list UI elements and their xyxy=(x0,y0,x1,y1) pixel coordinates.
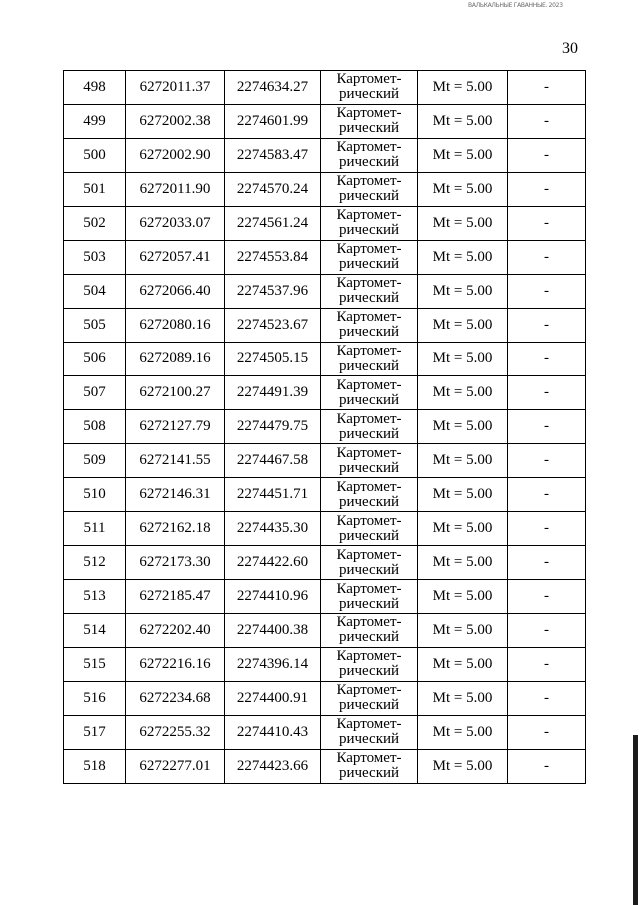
method-line-1: Картомет- xyxy=(336,376,402,393)
table-row xyxy=(64,614,586,648)
table-row xyxy=(64,71,586,105)
point-number-cell: 507 xyxy=(64,376,126,410)
method-line-2: рический xyxy=(338,731,400,748)
y-coordinate-cell: 2274491.39 xyxy=(225,376,321,410)
point-number-cell: 499 xyxy=(64,104,126,138)
method-line-2: рический xyxy=(338,290,400,307)
precision-cell: Mt = 5.00 xyxy=(418,749,508,783)
table-row xyxy=(64,138,586,172)
point-number-cell: 518 xyxy=(64,749,126,783)
x-coordinate-cell: 6272011.37 xyxy=(126,71,225,105)
precision-cell: Mt = 5.00 xyxy=(418,308,508,342)
method-line-2: рический xyxy=(338,188,400,205)
method-line-2: рический xyxy=(338,765,400,782)
x-coordinate-cell: 6272033.07 xyxy=(126,206,225,240)
y-coordinate-cell: 2274422.60 xyxy=(225,546,321,580)
point-number-cell: 500 xyxy=(64,138,126,172)
note-cell: - xyxy=(508,647,586,681)
method-line-2: рический xyxy=(338,154,400,171)
table-row xyxy=(64,546,586,580)
point-number-cell: 515 xyxy=(64,647,126,681)
method-cell xyxy=(321,206,418,240)
method-line-2: рический xyxy=(338,459,400,476)
method-line-1: Картомет- xyxy=(336,580,402,597)
method-line-1: Картомет- xyxy=(336,716,402,733)
coordinates-table xyxy=(63,70,586,784)
x-coordinate-cell: 6272162.18 xyxy=(126,512,225,546)
precision-cell: Mt = 5.00 xyxy=(418,71,508,105)
note-cell: - xyxy=(508,308,586,342)
point-number-cell: 510 xyxy=(64,478,126,512)
x-coordinate-cell: 6272002.38 xyxy=(126,104,225,138)
point-number-cell: 508 xyxy=(64,410,126,444)
point-number-cell: 498 xyxy=(64,71,126,105)
x-coordinate-cell: 6272080.16 xyxy=(126,308,225,342)
point-number-cell: 517 xyxy=(64,715,126,749)
y-coordinate-cell: 2274634.27 xyxy=(225,71,321,105)
method-line-1: Картомет- xyxy=(336,410,402,427)
precision-cell: Mt = 5.00 xyxy=(418,546,508,580)
method-line-1: Картомет- xyxy=(336,275,402,292)
y-coordinate-cell: 2274410.96 xyxy=(225,580,321,614)
table-row xyxy=(64,749,586,783)
method-line-2: рический xyxy=(338,391,400,408)
y-coordinate-cell: 2274400.91 xyxy=(225,681,321,715)
precision-cell: Mt = 5.00 xyxy=(418,715,508,749)
method-cell xyxy=(321,647,418,681)
note-cell: - xyxy=(508,580,586,614)
x-coordinate-cell: 6272255.32 xyxy=(126,715,225,749)
method-line-1: Картомет- xyxy=(336,173,402,190)
x-coordinate-cell: 6272100.27 xyxy=(126,376,225,410)
point-number-cell: 503 xyxy=(64,240,126,274)
method-line-2: рический xyxy=(338,527,400,544)
method-line-2: рический xyxy=(338,256,400,273)
method-line-2: рический xyxy=(338,629,400,646)
note-cell: - xyxy=(508,546,586,580)
method-cell xyxy=(321,715,418,749)
x-coordinate-cell: 6272202.40 xyxy=(126,614,225,648)
y-coordinate-cell: 2274553.84 xyxy=(225,240,321,274)
method-line-1: Картомет- xyxy=(336,512,402,529)
x-coordinate-cell: 6272173.30 xyxy=(126,546,225,580)
note-cell: - xyxy=(508,444,586,478)
method-cell xyxy=(321,240,418,274)
method-line-1: Картомет- xyxy=(336,105,402,122)
method-cell xyxy=(321,308,418,342)
method-line-2: рический xyxy=(338,493,400,510)
method-line-2: рический xyxy=(338,663,400,680)
y-coordinate-cell: 2274583.47 xyxy=(225,138,321,172)
y-coordinate-cell: 2274523.67 xyxy=(225,308,321,342)
note-cell: - xyxy=(508,240,586,274)
method-line-1: Картомет- xyxy=(336,241,402,258)
note-cell: - xyxy=(508,512,586,546)
point-number-cell: 514 xyxy=(64,614,126,648)
precision-cell: Mt = 5.00 xyxy=(418,376,508,410)
method-cell xyxy=(321,410,418,444)
x-coordinate-cell: 6272127.79 xyxy=(126,410,225,444)
method-line-2: рический xyxy=(338,697,400,714)
precision-cell: Mt = 5.00 xyxy=(418,172,508,206)
method-cell xyxy=(321,376,418,410)
y-coordinate-cell: 2274423.66 xyxy=(225,749,321,783)
method-cell xyxy=(321,104,418,138)
method-cell xyxy=(321,681,418,715)
method-line-1: Картомет- xyxy=(336,139,402,156)
note-cell: - xyxy=(508,715,586,749)
table-row xyxy=(64,206,586,240)
y-coordinate-cell: 2274396.14 xyxy=(225,647,321,681)
point-number-cell: 505 xyxy=(64,308,126,342)
note-cell: - xyxy=(508,71,586,105)
method-line-1: Картомет- xyxy=(336,71,402,88)
method-line-1: Картомет- xyxy=(336,546,402,563)
method-cell xyxy=(321,274,418,308)
method-cell xyxy=(321,71,418,105)
point-number-cell: 512 xyxy=(64,546,126,580)
note-cell: - xyxy=(508,681,586,715)
method-line-1: Картомет- xyxy=(336,309,402,326)
note-cell: - xyxy=(508,376,586,410)
table-row xyxy=(64,681,586,715)
method-line-2: рический xyxy=(338,425,400,442)
table-row xyxy=(64,376,586,410)
table-row xyxy=(64,478,586,512)
table-row xyxy=(64,410,586,444)
method-cell xyxy=(321,614,418,648)
point-number-cell: 506 xyxy=(64,342,126,376)
method-line-1: Картомет- xyxy=(336,444,402,461)
precision-cell: Mt = 5.00 xyxy=(418,614,508,648)
point-number-cell: 511 xyxy=(64,512,126,546)
page-number: 30 xyxy=(562,40,578,57)
y-coordinate-cell: 2274467.58 xyxy=(225,444,321,478)
method-cell xyxy=(321,580,418,614)
scan-header-marks: ВАЛЬКАЛЬНЫЕ ГАВАННЫЕ. 2023 xyxy=(468,2,563,9)
note-cell: - xyxy=(508,410,586,444)
table-row xyxy=(64,342,586,376)
x-coordinate-cell: 6272234.68 xyxy=(126,681,225,715)
method-line-2: рический xyxy=(338,86,400,103)
method-cell xyxy=(321,546,418,580)
table-row xyxy=(64,512,586,546)
point-number-cell: 502 xyxy=(64,206,126,240)
x-coordinate-cell: 6272277.01 xyxy=(126,749,225,783)
note-cell: - xyxy=(508,172,586,206)
coordinates-table-body xyxy=(64,71,586,784)
table-row xyxy=(64,580,586,614)
y-coordinate-cell: 2274435.30 xyxy=(225,512,321,546)
y-coordinate-cell: 2274400.38 xyxy=(225,614,321,648)
table-row xyxy=(64,647,586,681)
x-coordinate-cell: 6272141.55 xyxy=(126,444,225,478)
precision-cell: Mt = 5.00 xyxy=(418,342,508,376)
method-line-1: Картомет- xyxy=(336,207,402,224)
point-number-cell: 516 xyxy=(64,681,126,715)
note-cell: - xyxy=(508,614,586,648)
method-line-2: рический xyxy=(338,595,400,612)
method-line-1: Картомет- xyxy=(336,682,402,699)
x-coordinate-cell: 6272216.16 xyxy=(126,647,225,681)
method-cell xyxy=(321,444,418,478)
y-coordinate-cell: 2274570.24 xyxy=(225,172,321,206)
table-row xyxy=(64,172,586,206)
x-coordinate-cell: 6272066.40 xyxy=(126,274,225,308)
x-coordinate-cell: 6272002.90 xyxy=(126,138,225,172)
method-line-1: Картомет- xyxy=(336,750,402,767)
x-coordinate-cell: 6272146.31 xyxy=(126,478,225,512)
precision-cell: Mt = 5.00 xyxy=(418,478,508,512)
note-cell: - xyxy=(508,138,586,172)
precision-cell: Mt = 5.00 xyxy=(418,444,508,478)
table-row xyxy=(64,308,586,342)
x-coordinate-cell: 6272057.41 xyxy=(126,240,225,274)
precision-cell: Mt = 5.00 xyxy=(418,681,508,715)
y-coordinate-cell: 2274451.71 xyxy=(225,478,321,512)
method-line-2: рический xyxy=(338,324,400,341)
method-cell xyxy=(321,749,418,783)
x-coordinate-cell: 6272089.16 xyxy=(126,342,225,376)
y-coordinate-cell: 2274410.43 xyxy=(225,715,321,749)
y-coordinate-cell: 2274479.75 xyxy=(225,410,321,444)
note-cell: - xyxy=(508,104,586,138)
scan-edge-bar xyxy=(633,735,638,905)
method-line-2: рический xyxy=(338,120,400,137)
note-cell: - xyxy=(508,478,586,512)
point-number-cell: 504 xyxy=(64,274,126,308)
method-line-2: рический xyxy=(338,561,400,578)
y-coordinate-cell: 2274601.99 xyxy=(225,104,321,138)
method-line-2: рический xyxy=(338,222,400,239)
note-cell: - xyxy=(508,274,586,308)
method-cell xyxy=(321,172,418,206)
method-cell xyxy=(321,342,418,376)
x-coordinate-cell: 6272011.90 xyxy=(126,172,225,206)
note-cell: - xyxy=(508,342,586,376)
method-line-1: Картомет- xyxy=(336,478,402,495)
method-line-1: Картомет- xyxy=(336,342,402,359)
precision-cell: Mt = 5.00 xyxy=(418,274,508,308)
method-line-2: рический xyxy=(338,357,400,374)
table-row xyxy=(64,240,586,274)
method-cell xyxy=(321,138,418,172)
table-row xyxy=(64,104,586,138)
precision-cell: Mt = 5.00 xyxy=(418,104,508,138)
precision-cell: Mt = 5.00 xyxy=(418,206,508,240)
note-cell: - xyxy=(508,206,586,240)
x-coordinate-cell: 6272185.47 xyxy=(126,580,225,614)
precision-cell: Mt = 5.00 xyxy=(418,138,508,172)
y-coordinate-cell: 2274537.96 xyxy=(225,274,321,308)
point-number-cell: 509 xyxy=(64,444,126,478)
y-coordinate-cell: 2274505.15 xyxy=(225,342,321,376)
table-row xyxy=(64,715,586,749)
method-cell xyxy=(321,478,418,512)
note-cell: - xyxy=(508,749,586,783)
y-coordinate-cell: 2274561.24 xyxy=(225,206,321,240)
point-number-cell: 501 xyxy=(64,172,126,206)
method-line-1: Картомет- xyxy=(336,614,402,631)
method-line-1: Картомет- xyxy=(336,648,402,665)
table-row xyxy=(64,274,586,308)
table-row xyxy=(64,444,586,478)
precision-cell: Mt = 5.00 xyxy=(418,240,508,274)
precision-cell: Mt = 5.00 xyxy=(418,647,508,681)
method-cell xyxy=(321,512,418,546)
precision-cell: Mt = 5.00 xyxy=(418,580,508,614)
precision-cell: Mt = 5.00 xyxy=(418,410,508,444)
precision-cell: Mt = 5.00 xyxy=(418,512,508,546)
point-number-cell: 513 xyxy=(64,580,126,614)
